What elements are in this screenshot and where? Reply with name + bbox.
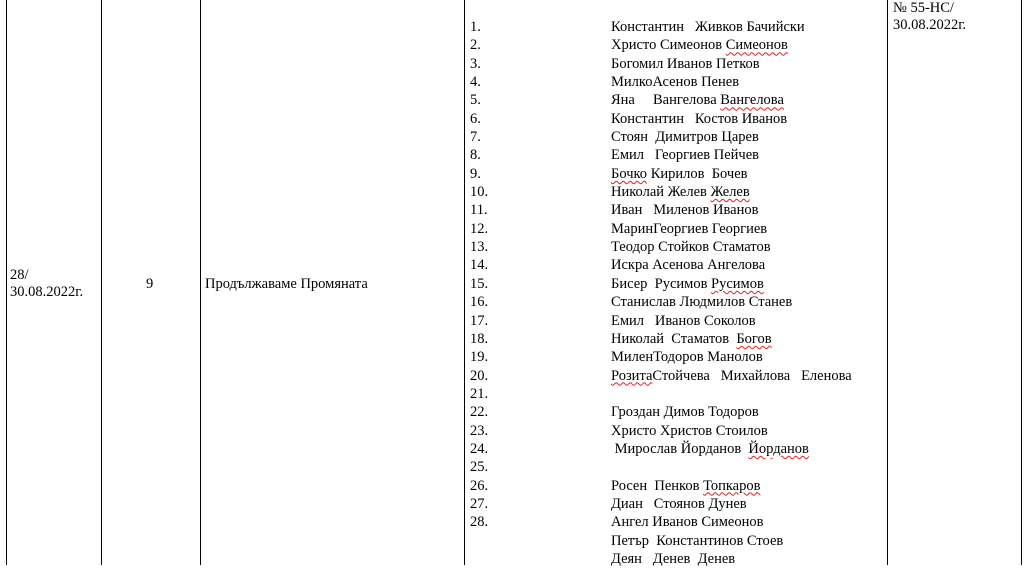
table-border-col1 — [101, 0, 102, 565]
ordinal-number: 2. — [470, 37, 481, 54]
ordinal-number: 5. — [470, 92, 481, 109]
ordinal-number: 17. — [470, 312, 489, 329]
candidate-name — [611, 184, 852, 202]
candidate-name — [611, 514, 852, 532]
candidate-name — [611, 276, 852, 294]
candidate-name — [611, 368, 852, 386]
party-name-cell: Продължаваме Промяната — [205, 276, 368, 292]
ordinal-number: 22. — [470, 404, 489, 421]
number-cell: 9 — [146, 276, 154, 292]
candidate-name — [611, 404, 852, 422]
table-border-col4 — [887, 0, 888, 565]
candidate-name — [611, 349, 852, 367]
name-part: Мирослав Йорданов — [611, 440, 749, 457]
date-cell — [10, 267, 83, 301]
name-part: Гроздан Димов Тодоров — [611, 404, 759, 421]
candidate-name — [611, 19, 852, 37]
date-line-2: 30.08.2022г. — [10, 284, 84, 300]
name-part: Петър Константинов Стоев — [611, 532, 784, 549]
ordinal-number: 4. — [470, 74, 481, 91]
spellcheck-flagged-word: Богов — [736, 330, 772, 347]
name-part: Христо Симеонов — [611, 37, 726, 54]
name-part: Яна Вангелова — [611, 92, 721, 109]
name-part: МаринГеоргиев Георгиев — [611, 220, 768, 237]
candidate-name — [611, 533, 852, 551]
ordinal-number: 24. — [470, 440, 489, 457]
decision-line-2: 30.08.2022г. — [893, 17, 967, 33]
name-part: Емил Иванов Соколов — [611, 312, 756, 329]
spellcheck-flagged-word: Йорданов — [748, 440, 809, 457]
candidate-name — [611, 441, 852, 459]
candidate-name — [611, 147, 852, 165]
candidate-name — [611, 496, 852, 514]
ordinal-number: 6. — [470, 110, 481, 127]
candidate-name — [611, 221, 852, 239]
ordinal-number: 20. — [470, 367, 489, 384]
name-part: Росен Пенков — [611, 477, 704, 494]
ordinal-number: 19. — [470, 349, 489, 366]
name-part: Константин Костов Иванов — [611, 110, 788, 127]
candidate-name — [611, 111, 852, 129]
name-part: Христо Христов Стоилов — [611, 422, 768, 439]
ordinal-number: 16. — [470, 294, 489, 311]
ordinal-number: 11. — [470, 202, 488, 219]
ordinal-number-list — [470, 19, 488, 533]
candidate-name — [611, 37, 852, 55]
candidate-name — [611, 423, 852, 441]
ordinal-number: 10. — [470, 184, 489, 201]
date-line-1: 28/ — [10, 267, 29, 283]
ordinal-number: 8. — [470, 147, 481, 164]
candidate-name — [611, 459, 852, 477]
ordinal-number: 9. — [470, 165, 481, 182]
ordinal-number: 21. — [470, 385, 489, 402]
name-part: Бисер Русимов — [611, 275, 712, 292]
spellcheck-flagged-word: Розита — [611, 367, 653, 384]
candidate-name — [611, 386, 852, 404]
spellcheck-flagged-word: Желев — [710, 184, 750, 201]
ordinal-number: 1. — [470, 19, 481, 35]
name-part: Теодор Стойков Стаматов — [611, 239, 771, 256]
name-part: Искра Асенова Ангелова — [611, 257, 766, 274]
spellcheck-flagged-word: Русимов — [711, 275, 764, 292]
spellcheck-flagged-word: Бочко — [611, 165, 648, 182]
candidate-name — [611, 257, 852, 275]
name-part: Стоян Димитров Царев — [611, 129, 759, 146]
spellcheck-flagged-word: Симеонов — [725, 37, 788, 54]
ordinal-number: 13. — [470, 239, 489, 256]
name-part: МилкоАсенов Пенев — [611, 74, 740, 91]
ordinal-number: 18. — [470, 330, 489, 347]
name-part: Диан Стоянов Дунев — [611, 495, 747, 512]
decision-cell — [893, 0, 966, 34]
candidate-name — [611, 239, 852, 257]
candidate-name — [611, 74, 852, 92]
candidate-name — [611, 294, 852, 312]
ordinal-number: 26. — [470, 477, 489, 494]
name-part: Николай Желев — [611, 184, 711, 201]
ordinal-number: 12. — [470, 220, 489, 237]
table-border-col3 — [464, 0, 465, 565]
candidate-name — [611, 551, 852, 569]
name-part: Кирилов Бочев — [647, 165, 748, 182]
spellcheck-flagged-word: Вангелова — [720, 92, 784, 109]
name-part: Ангел Иванов Симеонов — [611, 514, 764, 531]
name-part: Емил Георгиев Пейчев — [611, 147, 759, 164]
name-part: Станислав Людмилов Станев — [611, 294, 793, 311]
decision-line-1: № 55-НС/ — [893, 0, 954, 16]
name-part: Богомил Иванов Петков — [611, 55, 760, 72]
table-border-left — [6, 0, 7, 565]
name-part: МиленТодоров Манолов — [611, 349, 763, 366]
spellcheck-flagged-word: Топкаров — [703, 477, 761, 494]
name-part: Константин Живков Бачийски — [611, 19, 805, 35]
ordinal-number: 23. — [470, 422, 489, 439]
name-part: Деян Денев Денев — [611, 550, 736, 567]
table-border-col2 — [200, 0, 201, 565]
candidate-name — [611, 478, 852, 496]
ordinal-number: 15. — [470, 275, 489, 292]
table-border-right — [1021, 0, 1022, 565]
name-part: Иван Миленов Иванов — [611, 202, 759, 219]
candidate-name — [611, 166, 852, 184]
candidate-name-list — [611, 19, 852, 569]
ordinal-number: 14. — [470, 257, 489, 274]
ordinal-number: 28. — [470, 514, 489, 531]
candidate-name — [611, 92, 852, 110]
ordinal-number: 25. — [470, 459, 489, 476]
candidate-name — [611, 56, 852, 74]
candidate-name — [611, 313, 852, 331]
name-part: Николай Стаматов — [611, 330, 737, 347]
ordinal-number: 3. — [470, 55, 481, 72]
name-part: Стойчева Михайлова Еленова — [652, 367, 852, 384]
candidate-name — [611, 331, 852, 349]
ordinal-number: 7. — [470, 129, 481, 146]
candidate-name — [611, 202, 852, 220]
ordinal-number: 27. — [470, 495, 489, 512]
candidate-name — [611, 129, 852, 147]
